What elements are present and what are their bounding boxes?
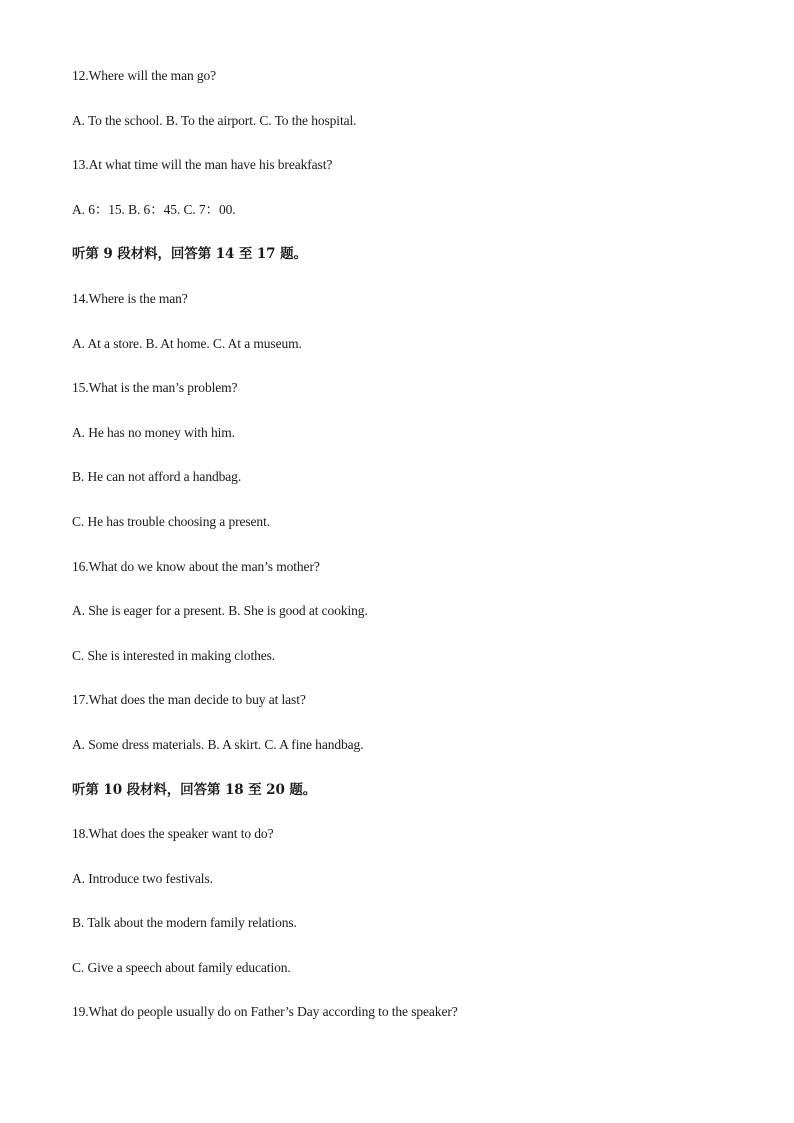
options-16-ab: A. She is eager for a present. B. She is good at cooking.: [72, 603, 368, 619]
question-16: 16.What do we know about the man’s mother?: [72, 558, 320, 574]
options-13: A. 6：15. B. 6：45. C. 7：00.: [72, 201, 236, 217]
document-page: [72, 66, 732, 1047]
section-heading-10: 听第 10 段材料，回答第 18 至 20 题。: [72, 781, 317, 798]
question-13: 13.At what time will the man have his breakfast?: [72, 157, 333, 173]
option-15-c: C. He has trouble choosing a present.: [72, 513, 271, 529]
question-18: 18.What does the speaker want to do?: [72, 826, 274, 842]
option-18-a: A. Introduce two festivals.: [72, 870, 213, 886]
question-17: 17.What does the man decide to buy at last?: [72, 692, 306, 708]
section-heading-9: 听第 9 段材料，回答第 14 至 17 题。: [72, 246, 307, 263]
options-14: A. At a store. B. At home. C. At a museum.: [72, 335, 302, 351]
option-15-b: B. He can not afford a handbag.: [72, 469, 242, 485]
question-12: 12.Where will the man go?: [72, 68, 217, 83]
question-15: 15.What is the man’s problem?: [72, 380, 238, 396]
option-18-c: C. Give a speech about family education.: [72, 959, 291, 975]
option-18-b: B. Talk about the modern family relations.: [72, 915, 297, 931]
option-16-c: C. She is interested in making clothes.: [72, 647, 276, 663]
options-17: A. Some dress materials. B. A skirt. C. A fine handbag.: [72, 736, 364, 752]
option-15-a: A. He has no money with him.: [72, 424, 235, 440]
options-12: A. To the school. B. To the airport. C. To the hospital.: [72, 112, 357, 128]
question-14: 14.Where is the man?: [72, 290, 188, 306]
question-19: 19.What do people usually do on Father’s Day according to the speaker?: [72, 1004, 458, 1020]
